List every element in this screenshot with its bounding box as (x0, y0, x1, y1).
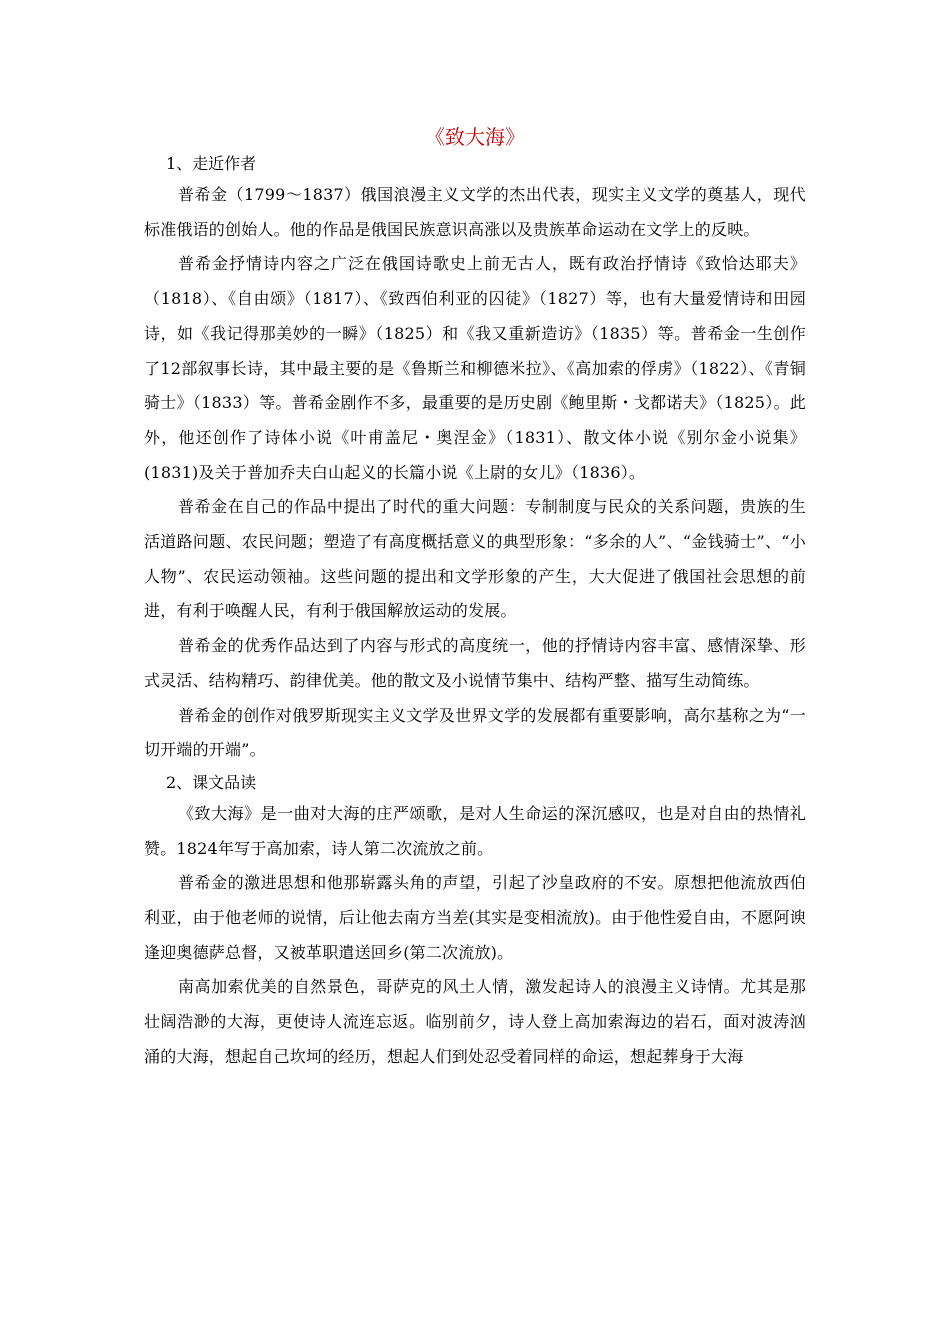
paragraph-poem-intro: 《致大海》是一曲对大海的庄严颂歌，是对人生命运的深沉感叹，也是对自由的热情礼赞。1824年写于高加索，诗人第二次流放之前。 (144, 803, 806, 858)
paragraph-caucasus: 南高加索优美的自然景色，哥萨克的风土人情，激发起诗人的浪漫主义诗情。尤其是那壮阔浩渺的大海，更使诗人流连忘返。临别前夕，诗人登上高加索海边的岩石，面对波涛汹涌的大海，想起自己坎坷的经历，想起人们到处忍受着同样的命运，想起葬身于大海 (144, 977, 806, 1066)
paragraph-lyric-works: 普希金抒情诗内容之广泛在俄国诗歌史上前无古人，既有政治抒情诗《致恰达耶夫》（1818）、《自由颂》（1817）、《致西伯利亚的囚徒》（1827）等，也有大量爱情诗和田园诗，如《我记得那美妙的一瞬》（1825）和《我又重新造访》（1835）等。普希金一生创作了12部叙事长诗，其中最主要的是《鲁斯兰和柳德米拉》、《高加索的俘虏》（1822）、《青铜骑士》（1833）等。普希金剧作不多，最重要的是历史剧《鲍里斯・戈都诺夫》（1825）。此外，他还创作了诗体小说《叶甫盖尼・奥涅金》（1831）、散文体小说《别尔金小说集》(1831)及关于普加乔夫白山起义的长篇小说《上尉的女儿》（1836）。 (144, 254, 806, 482)
section-heading-reading: 2、课文品读 (166, 772, 257, 792)
paragraph-themes: 普希金在自己的作品中提出了时代的重大问题：专制制度与民众的关系问题，贵族的生活道路问题、农民问题；塑造了有高度概括意义的典型形象：“多余的人”、“金钱骑士”、“小人物”、农民运动领袖。这些问题的提出和文学形象的产生，大大促进了俄国社会思想的前进，有利于唤醒人民，有利于俄国解放运动的发展。 (144, 497, 806, 621)
paragraph-style: 普希金的优秀作品达到了内容与形式的高度统一，他的抒情诗内容丰富、感情深挚、形式灵活、结构精巧、韵律优美。他的散文及小说情节集中、结构严整、描写生动简练。 (144, 636, 806, 690)
paragraph-exile: 普希金的激进思想和他那崭露头角的声望，引起了沙皇政府的不安。原想把他流放西伯利亚，由于他老师的说情，后让他去南方当差(其实是变相流放)。由于他性爱自由，不愿阿谀逢迎奥德萨总督，又被革职遣送回乡(第二次流放)。 (144, 873, 806, 962)
section-heading-author: 1、走近作者 (166, 154, 257, 173)
document-body (144, 149, 806, 1075)
paragraph-author-intro: 普希金（1799～1837）俄国浪漫主义文学的杰出代表，现实主义文学的奠基人，现代标准俄语的创始人。他的作品是俄国民族意识高涨以及贵族革命运动在文学上的反映。 (144, 185, 806, 239)
document-title: 《致大海》 (425, 125, 525, 149)
paragraph-influence: 普希金的创作对俄罗斯现实主义文学及世界文学的发展都有重要影响，高尔基称之为“一切开端的开端”。 (144, 705, 806, 760)
